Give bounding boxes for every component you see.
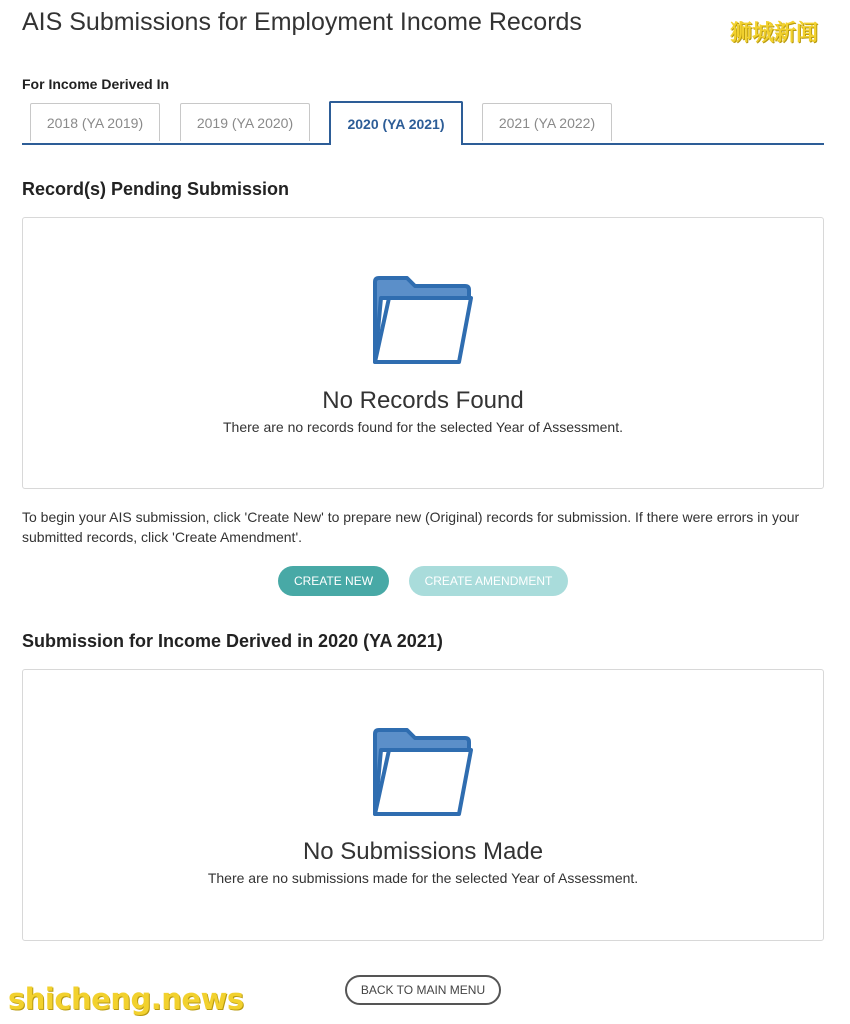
- back-to-main-menu-button[interactable]: BACK TO MAIN MENU: [345, 975, 501, 1005]
- page-title: AIS Submissions for Employment Income Records: [22, 8, 582, 36]
- create-new-button[interactable]: CREATE NEW: [278, 566, 389, 596]
- folder-icon: [371, 726, 475, 818]
- no-records-title: No Records Found: [322, 387, 524, 414]
- submission-instructions: To begin your AIS submission, click 'Create New' to prepare new (Original) records for submission. If there were errors in your submitted records, click 'Create Amendment'.: [22, 509, 800, 545]
- year-tab-strip: [22, 101, 824, 145]
- watermark-top: 狮城新闻: [730, 21, 819, 46]
- no-submissions-title: No Submissions Made: [302, 838, 544, 865]
- submissions-section-title: Submission for Income Derived in 2020 (YA 2021): [22, 631, 443, 651]
- pending-records-panel: [22, 217, 824, 489]
- tabs-label: For Income Derived In: [22, 76, 170, 92]
- watermark-bottom: shicheng.news: [8, 982, 244, 1016]
- submissions-panel: [22, 669, 824, 941]
- folder-icon: [371, 274, 475, 366]
- no-submissions-description: There are no submissions made for the selected Year of Assessment.: [207, 870, 639, 886]
- pending-section-title: Record(s) Pending Submission: [22, 179, 290, 199]
- tab-2019[interactable]: 2019 (YA 2020): [180, 103, 310, 141]
- tab-2018[interactable]: 2018 (YA 2019): [30, 103, 160, 141]
- create-amendment-button[interactable]: CREATE AMENDMENT: [409, 566, 568, 596]
- no-records-description: There are no records found for the selected Year of Assessment.: [222, 419, 623, 435]
- tab-2021[interactable]: 2021 (YA 2022): [482, 103, 612, 141]
- tab-2020[interactable]: 2020 (YA 2021): [329, 101, 463, 145]
